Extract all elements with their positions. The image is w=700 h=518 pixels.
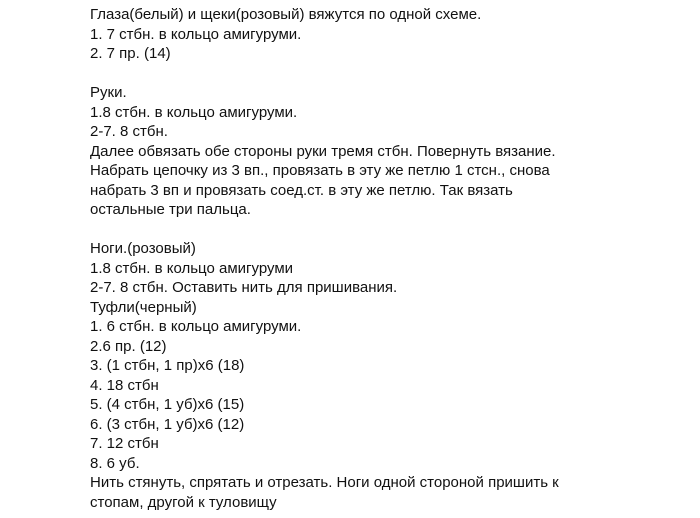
eyes-row: 2. 7 пр. (14) <box>90 45 171 62</box>
shoes-row: 2.6 пр. (12) <box>90 337 167 355</box>
eyes-row: 1. 7 стбн. в кольцо амигуруми. <box>90 25 302 43</box>
arms-paragraph-line: Далее обвязать обе стороны руки тремя стбн. Повернуть вязание. <box>90 142 556 160</box>
shoes-row: 7. 12 стбн <box>90 435 159 452</box>
arms-row: 2-7. 8 стбн. <box>90 123 168 140</box>
arms-paragraph-line: остальные три пальца. <box>90 201 251 218</box>
shoes-row: 5. (4 стбн, 1 уб)х6 (15) <box>90 396 245 413</box>
arms-section-title: Руки. <box>90 84 127 101</box>
shoes-row: 6. (3 стбн, 1 уб)х6 (12) <box>90 415 245 433</box>
paragraph-gap <box>90 220 690 240</box>
shoes-paragraph-line: Нить стянуть, спрятать и отрезать. Ноги одной стороной пришить к <box>90 474 559 491</box>
shoes-row: 8. 6 уб. <box>90 454 140 472</box>
paragraph-gap <box>90 64 690 84</box>
shoes-paragraph-line: стопам, другой к туловищу <box>90 493 277 511</box>
document-page <box>90 5 690 512</box>
legs-row: 1.8 стбн. в кольцо амигуруми <box>90 259 294 277</box>
shoes-row: 3. (1 стбн, 1 пр)х6 (18) <box>90 357 245 374</box>
arms-paragraph-line: набрать 3 вп и провязать соед.ст. в эту же петлю. Так вязать <box>90 181 513 199</box>
shoes-row: 4. 18 стбн <box>90 376 159 394</box>
shoes-section-title: Туфли(черный) <box>90 298 197 316</box>
eyes-section-title: Глаза(белый) и щеки(розовый) вяжутся по одной схеме. <box>90 6 482 23</box>
shoes-row: 1. 6 стбн. в кольцо амигуруми. <box>90 318 302 335</box>
legs-row: 2-7. 8 стбн. Оставить нить для пришивания. <box>90 279 398 296</box>
legs-section-title: Ноги.(розовый) <box>90 240 196 257</box>
arms-paragraph-line: Набрать цепочку из 3 вп., провязать в эту же петлю 1 стсн., снова <box>90 162 550 179</box>
arms-row: 1.8 стбн. в кольцо амигуруми. <box>90 103 298 121</box>
